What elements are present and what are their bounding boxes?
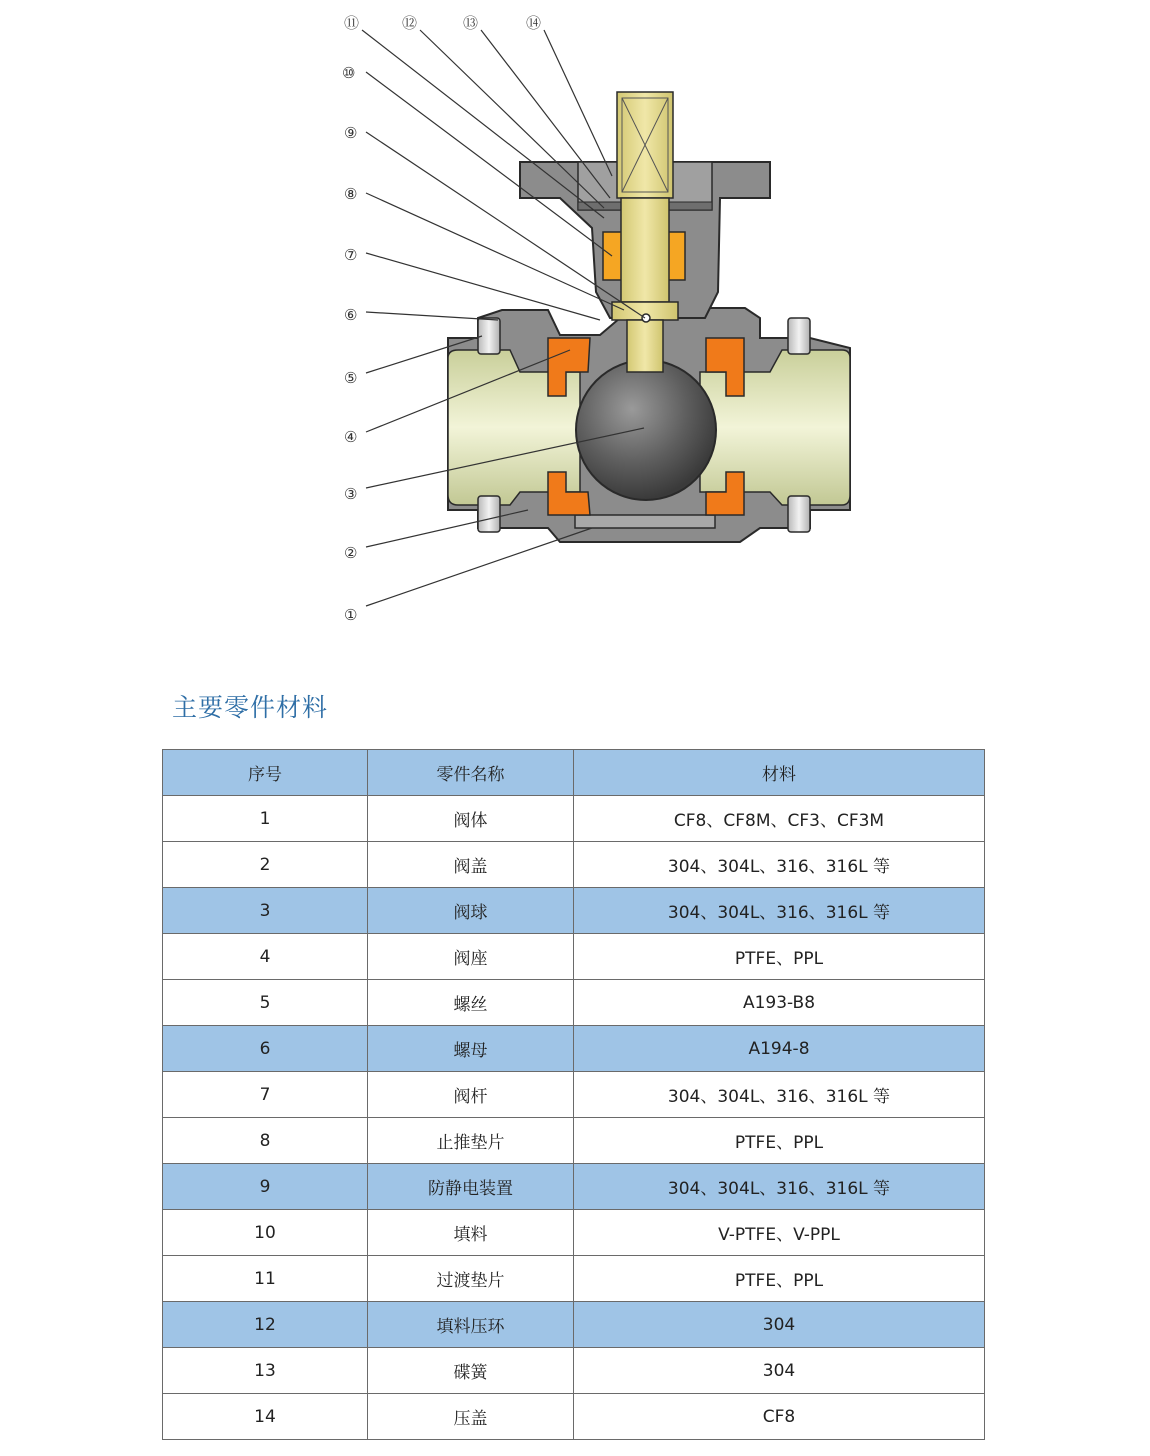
table-header-row	[163, 750, 985, 796]
callout-3: ③	[344, 485, 358, 503]
cell-material: A193-B8	[574, 980, 985, 1026]
cell-no: 13	[163, 1348, 368, 1394]
cell-part-name: 止推垫片	[368, 1118, 574, 1164]
table-row	[163, 796, 985, 842]
cell-material: CF8、CF8M、CF3、CF3M	[574, 796, 985, 842]
cell-part-name: 填料压环	[368, 1302, 574, 1348]
cell-no: 7	[163, 1072, 368, 1118]
valve-ball	[576, 360, 716, 500]
section-title: 主要零件材料	[172, 693, 329, 722]
header-material: 材料	[574, 750, 985, 796]
cell-part-name: 阀盖	[368, 842, 574, 888]
callout-7: ⑦	[344, 246, 358, 264]
table-row	[163, 1302, 985, 1348]
table-row	[163, 1256, 985, 1302]
cell-part-name: 螺母	[368, 1026, 574, 1072]
parts-materials-table	[162, 749, 985, 1440]
cell-part-name: 阀座	[368, 934, 574, 980]
cell-no: 11	[163, 1256, 368, 1302]
table-row	[163, 1348, 985, 1394]
cell-no: 5	[163, 980, 368, 1026]
header-no: 序号	[163, 750, 368, 796]
table-row	[163, 1164, 985, 1210]
cell-no: 14	[163, 1394, 368, 1440]
table-row	[163, 888, 985, 934]
cell-part-name: 压盖	[368, 1394, 574, 1440]
cell-material: PTFE、PPL	[574, 934, 985, 980]
cell-material: 304	[574, 1302, 985, 1348]
callout-5: ⑤	[344, 369, 358, 387]
table-row	[163, 1394, 985, 1440]
cell-no: 6	[163, 1026, 368, 1072]
callout-9: ⑨	[344, 124, 358, 142]
callout-2: ②	[344, 544, 358, 562]
callout-6: ⑥	[344, 306, 358, 324]
cell-material: 304、304L、316、316L 等	[574, 888, 985, 934]
cell-material: PTFE、PPL	[574, 1256, 985, 1302]
table-row	[163, 980, 985, 1026]
table-row	[163, 1118, 985, 1164]
cell-part-name: 阀体	[368, 796, 574, 842]
cell-material: 304、304L、316、316L 等	[574, 842, 985, 888]
table-row	[163, 1210, 985, 1256]
table-row	[163, 842, 985, 888]
cell-part-name: 防静电装置	[368, 1164, 574, 1210]
cell-no: 12	[163, 1302, 368, 1348]
cell-material: A194-8	[574, 1026, 985, 1072]
cell-material: PTFE、PPL	[574, 1118, 985, 1164]
table-row	[163, 1026, 985, 1072]
callout-8: ⑧	[344, 185, 358, 203]
callout-10: ⑩	[342, 64, 356, 82]
callout-1: ①	[344, 606, 358, 624]
cell-part-name: 碟簧	[368, 1348, 574, 1394]
cell-part-name: 过渡垫片	[368, 1256, 574, 1302]
callout-12: ⑫	[402, 14, 418, 32]
table-row	[163, 934, 985, 980]
cell-no: 2	[163, 842, 368, 888]
cell-part-name: 阀杆	[368, 1072, 574, 1118]
cell-no: 4	[163, 934, 368, 980]
header-part-name: 零件名称	[368, 750, 574, 796]
ball-valve-cross-section-diagram	[0, 0, 1150, 660]
callout-4: ④	[344, 428, 358, 446]
cell-material: V-PTFE、V-PPL	[574, 1210, 985, 1256]
table-row	[163, 1072, 985, 1118]
cell-part-name: 阀球	[368, 888, 574, 934]
table-body	[163, 796, 985, 1440]
cell-part-name: 螺丝	[368, 980, 574, 1026]
cell-material: CF8	[574, 1394, 985, 1440]
cell-no: 9	[163, 1164, 368, 1210]
cell-material: 304	[574, 1348, 985, 1394]
cell-no: 3	[163, 888, 368, 934]
cell-no: 1	[163, 796, 368, 842]
callout-11: ⑪	[344, 14, 360, 32]
callout-13: ⑬	[463, 14, 479, 32]
cell-material: 304、304L、316、316L 等	[574, 1072, 985, 1118]
cell-no: 10	[163, 1210, 368, 1256]
cell-material: 304、304L、316、316L 等	[574, 1164, 985, 1210]
cell-no: 8	[163, 1118, 368, 1164]
cell-part-name: 填料	[368, 1210, 574, 1256]
callout-14: ⑭	[526, 14, 542, 32]
